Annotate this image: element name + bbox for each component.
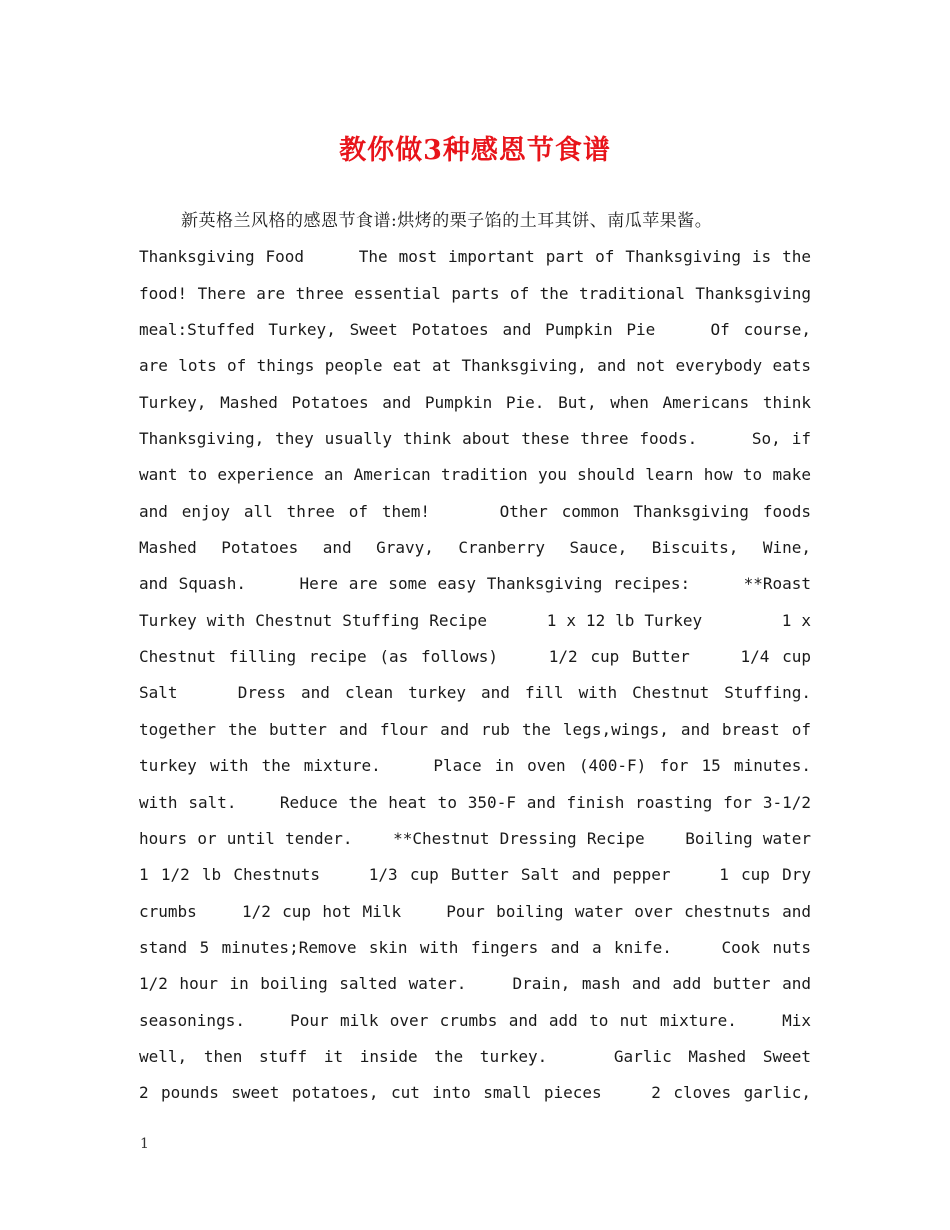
body-line: Turkey with Chestnut Stuffing Recipe 1 x 12 lb Turkey 1 x [139, 610, 811, 630]
body-line: with salt. Reduce the heat to 350-F and finish roasting for 3-1/2 [139, 792, 811, 812]
body-line: seasonings. Pour milk over crumbs and add to nut mixture. Mix [139, 1010, 811, 1030]
body-line: Turkey, Mashed Potatoes and Pumpkin Pie. But, when Americans think [139, 392, 811, 412]
body-line: 2 pounds sweet potatoes, cut into small pieces 2 cloves garlic, [139, 1083, 811, 1103]
body-line: Thanksgiving Food The most important part of Thanksgiving is the [139, 247, 811, 267]
body-line: Salt Dress and clean turkey and fill with Chestnut Stuffing. [139, 683, 811, 703]
body-line: hours or until tender. **Chestnut Dressing Recipe Boiling water [139, 828, 811, 848]
body-line: crumbs 1/2 cup hot Milk Pour boiling water over chestnuts and [139, 901, 811, 921]
page-number: 1 [140, 1136, 149, 1152]
body-line: together the butter and flour and rub the legs,wings, and breast of [139, 719, 811, 739]
document-body [139, 203, 811, 1112]
body-line: want to experience an American tradition you should learn how to make [139, 465, 811, 485]
body-line: and enjoy all three of them! Other common Thanksgiving foods [139, 501, 811, 521]
body-line: food! There are three essential parts of the traditional Thanksgiving [139, 283, 811, 303]
body-line: and Squash. Here are some easy Thanksgiving recipes: **Roast [139, 574, 811, 594]
body-line: stand 5 minutes;Remove skin with fingers and a knife. Cook nuts [139, 937, 811, 957]
body-line: Mashed Potatoes and Gravy, Cranberry Sauce, Biscuits, Wine, [139, 538, 811, 558]
body-line: 1/2 hour in boiling salted water. Drain, mash and add butter and [139, 974, 811, 994]
body-line: are lots of things people eat at Thanksgiving, and not everybody eats [139, 356, 811, 376]
body-line: well, then stuff it inside the turkey. Garlic Mashed Sweet [139, 1046, 811, 1066]
body-line: 1 1/2 lb Chestnuts 1/3 cup Butter Salt and pepper 1 cup Dry [139, 865, 811, 885]
body-line: turkey with the mixture. Place in oven (400-F) for 15 minutes. [139, 756, 811, 776]
body-line: Chestnut filling recipe (as follows) 1/2 cup Butter 1/4 cup [139, 647, 811, 667]
body-line: meal:Stuffed Turkey, Sweet Potatoes and Pumpkin Pie Of course, [139, 320, 811, 340]
intro-line: 新英格兰风格的感恩节食谱:烘烤的栗子馅的土耳其饼、南瓜苹果酱。 [181, 211, 713, 231]
body-line: Thanksgiving, they usually think about these three foods. So, if [139, 429, 811, 449]
document-title: 教你做3种感恩节食谱 [339, 135, 611, 166]
